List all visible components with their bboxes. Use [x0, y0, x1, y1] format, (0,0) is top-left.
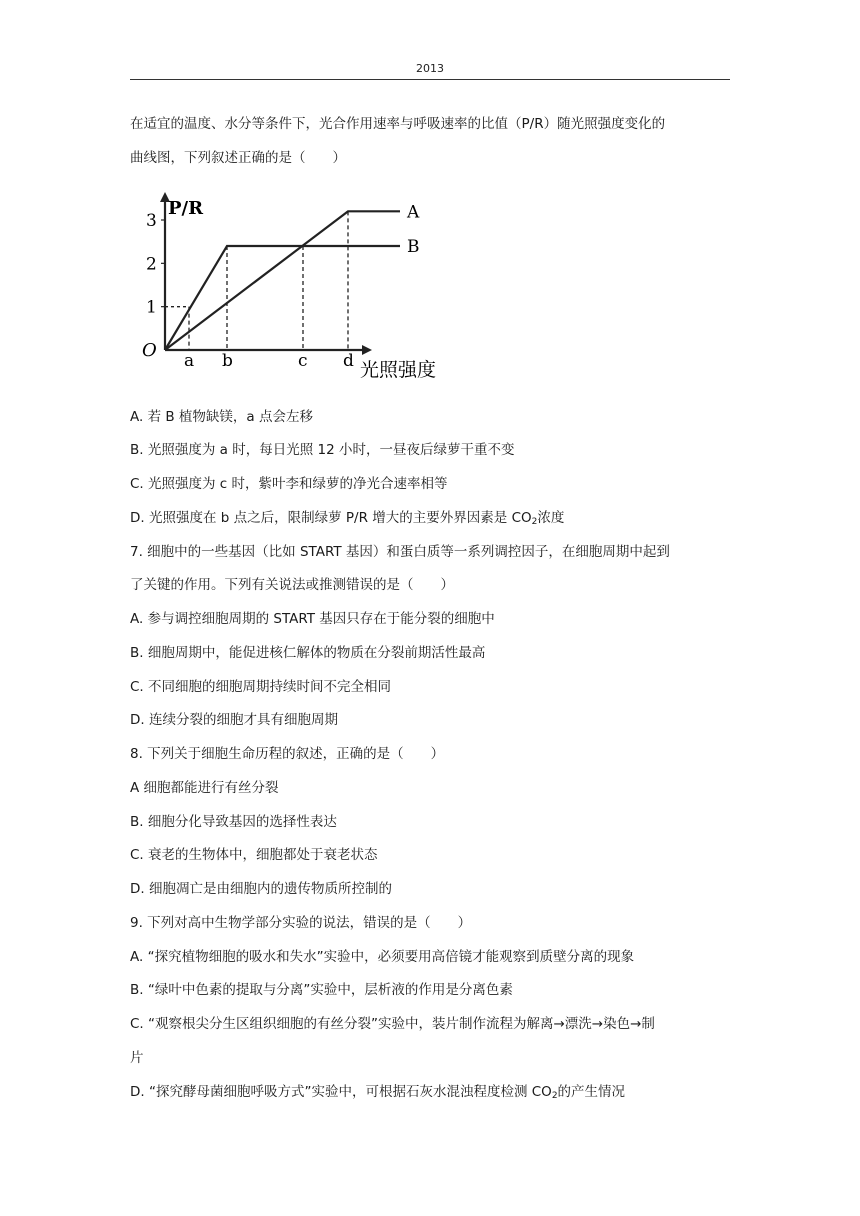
q7-option-d: D. 连续分裂的细胞才具有细胞周期 [130, 712, 338, 728]
x-axis-arrow [362, 345, 372, 355]
pr-chart-svg [138, 190, 468, 382]
q6-option-c: C. 光照强度为 c 时，紫叶李和绿萝的净光合速率相等 [130, 476, 448, 492]
q9-option-c-line2: 片 [130, 1050, 144, 1066]
q8-stem: 8. 下列关于细胞生命历程的叙述，正确的是（ ） [130, 746, 445, 762]
x-tick-label-b: b [222, 351, 233, 371]
x-axis-label: 光照强度 [360, 359, 437, 381]
q6-option-a: A. 若 B 植物缺镁，a 点会左移 [130, 409, 313, 425]
q8-option-a: A 细胞都能进行有丝分裂 [130, 780, 279, 796]
q9-option-d-suffix: 的产生情况 [557, 1084, 626, 1100]
y-tick-label-3: 3 [146, 211, 157, 231]
q6-option-b: B. 光照强度为 a 时，每日光照 12 小时，一昼夜后绿萝干重不变 [130, 442, 515, 458]
q9-option-d [130, 1080, 625, 1101]
q9-option-d-text: D. “探究酵母菌细胞呼吸方式”实验中，可根据石灰水混浊程度检测 CO [130, 1084, 552, 1100]
q9-option-c-line1: C. “观察根尖分生区组织细胞的有丝分裂”实验中，装片制作流程为解离→漂洗→染色→制 [130, 1016, 655, 1032]
header-rule [130, 79, 730, 80]
x-tick-label-d: d [343, 351, 354, 371]
q9-option-a: A. “探究植物细胞的吸水和失水”实验中，必须要用高倍镜才能观察到质壁分离的现象 [130, 949, 635, 965]
q6-option-d [130, 506, 564, 527]
q7-option-a: A. 参与调控细胞周期的 START 基因只存在于能分裂的细胞中 [130, 611, 495, 627]
q7-option-c: C. 不同细胞的细胞周期持续时间不完全相同 [130, 679, 392, 695]
x-tick-label-a: a [184, 351, 195, 371]
series-line-A [165, 211, 400, 350]
series-label-A: A [407, 202, 420, 223]
page-header: 2013 [416, 62, 444, 75]
q9-option-d-subscript: 2 [551, 1091, 558, 1101]
q8-option-d: D. 细胞凋亡是由细胞内的遗传物质所控制的 [130, 881, 392, 897]
q7-stem-line1: 7. 细胞中的一些基因（比如 START 基因）和蛋白质等一系列调控因子，在细胞周期中起到 [130, 544, 670, 560]
q9-option-b: B. “绿叶中色素的提取与分离”实验中，层析液的作用是分离色素 [130, 982, 513, 998]
y-tick-label-2: 2 [146, 254, 157, 275]
q8-option-b: B. 细胞分化导致基因的选择性表达 [130, 814, 337, 830]
series-label-B: B [407, 237, 420, 257]
q6-option-d-suffix: 浓度 [537, 510, 565, 526]
q7-stem-line2: 了关键的作用。下列有关说法或推测错误的是（ ） [130, 577, 454, 593]
q8-option-c: C. 衰老的生物体中，细胞都处于衰老状态 [130, 847, 378, 863]
q7-option-b: B. 细胞周期中，能促进核仁解体的物质在分裂前期活性最高 [130, 645, 486, 661]
y-axis-label: P/R [168, 198, 204, 219]
x-tick-label-c: c [298, 351, 308, 371]
y-tick-label-1: 1 [146, 297, 157, 318]
q6-stem-line1: 在适宜的温度、水分等条件下，光合作用速率与呼吸速率的比值（P/R）随光照强度变化的 [130, 116, 666, 132]
pr-light-chart [138, 190, 468, 382]
q6-stem-line2: 曲线图，下列叙述正确的是（ ） [130, 150, 346, 166]
origin-label: O [142, 340, 157, 361]
q6-option-d-text: D. 光照强度在 b 点之后，限制绿萝 P/R 增大的主要外界因素是 CO [130, 510, 532, 526]
q9-stem: 9. 下列对高中生物学部分实验的说法，错误的是（ ） [130, 915, 472, 931]
q6-option-d-subscript: 2 [531, 517, 538, 527]
